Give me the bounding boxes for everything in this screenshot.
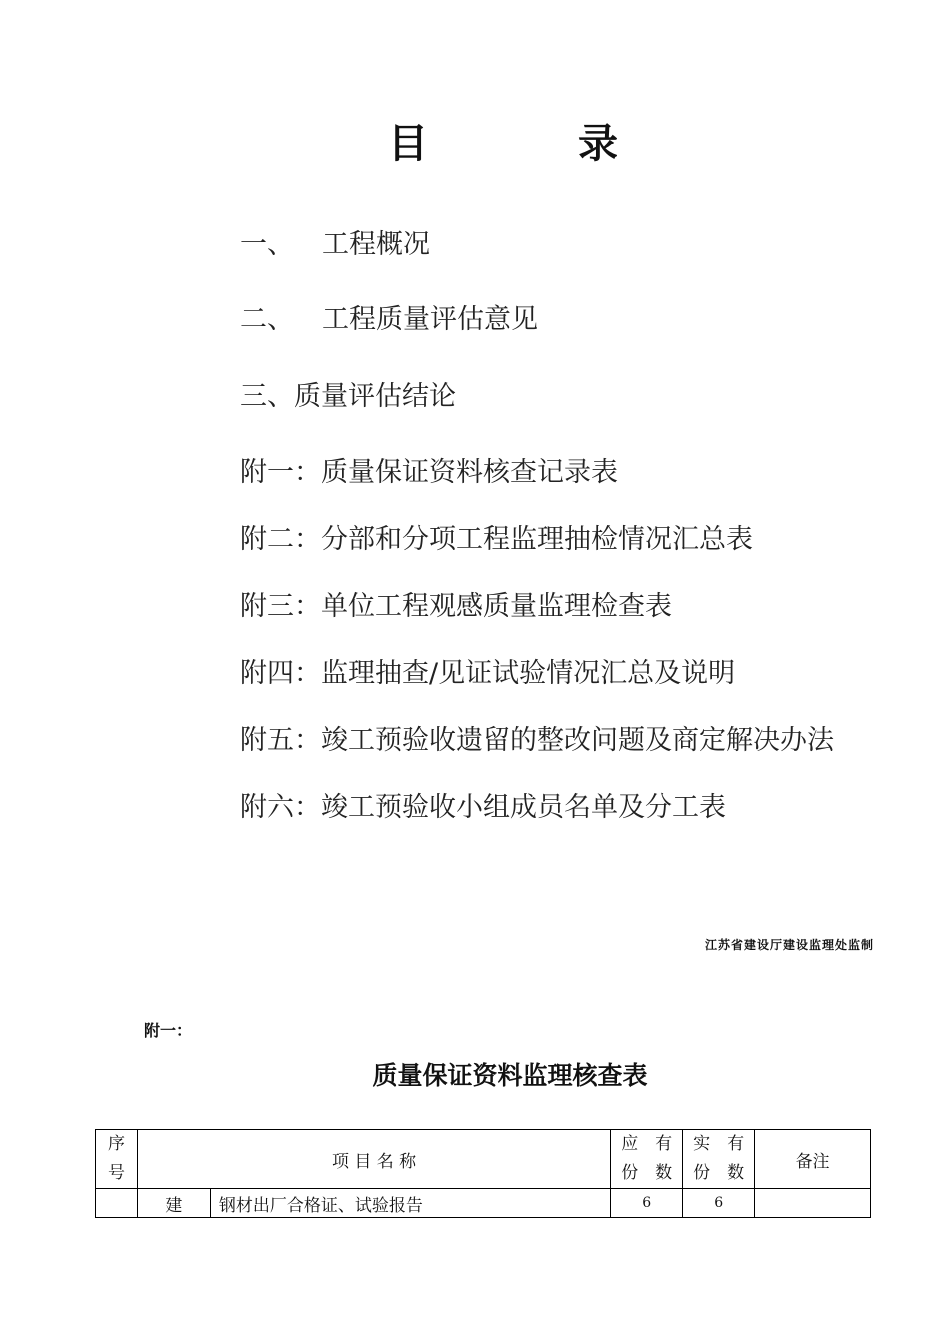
header-seq: 序 号 [96,1130,138,1189]
cell-remark [755,1189,871,1218]
appendix-label: 附一： [144,1021,193,1040]
toc-item: 三、质量评估结论 [240,381,456,412]
cell-actual-count: 6 [683,1189,755,1218]
toc-item: 一、 工程概况 [240,229,430,260]
toc-item: 附三：单位工程观感质量监理检查表 [240,591,672,622]
toc-item: 附一：质量保证资料核查记录表 [240,457,618,488]
header-due-count: 应 有 份 数 [611,1130,683,1189]
toc-item: 二、 工程质量评估意见 [240,304,538,335]
toc-title-char-1: 目 [388,121,428,167]
toc-title [388,112,618,169]
cell-due-count: 6 [611,1189,683,1218]
toc-item: 附二：分部和分项工程监理抽检情况汇总表 [240,524,753,555]
toc-item: 附五：竣工预验收遗留的整改问题及商定解决办法 [240,725,834,756]
toc-item: 附六：竣工预验收小组成员名单及分工表 [240,792,726,823]
header-actual-count: 实 有 份 数 [683,1130,755,1189]
table-header-row [96,1130,871,1189]
quality-check-table [95,1129,871,1218]
cell-seq [96,1189,138,1218]
table-title: 质量保证资料监理核查表 [372,1061,648,1090]
publisher-note: 江苏省建设厅建设监理处监制 [704,938,874,952]
header-item-name: 项 目 名 称 [137,1130,610,1189]
cell-category: 建 [137,1189,210,1218]
header-remark: 备注 [755,1130,871,1189]
toc-title-char-2: 录 [578,121,618,167]
table-row [96,1189,871,1218]
toc-item: 附四：监理抽查/见证试验情况汇总及说明 [240,658,736,689]
cell-item-name: 钢材出厂合格证、试验报告 [210,1189,610,1218]
